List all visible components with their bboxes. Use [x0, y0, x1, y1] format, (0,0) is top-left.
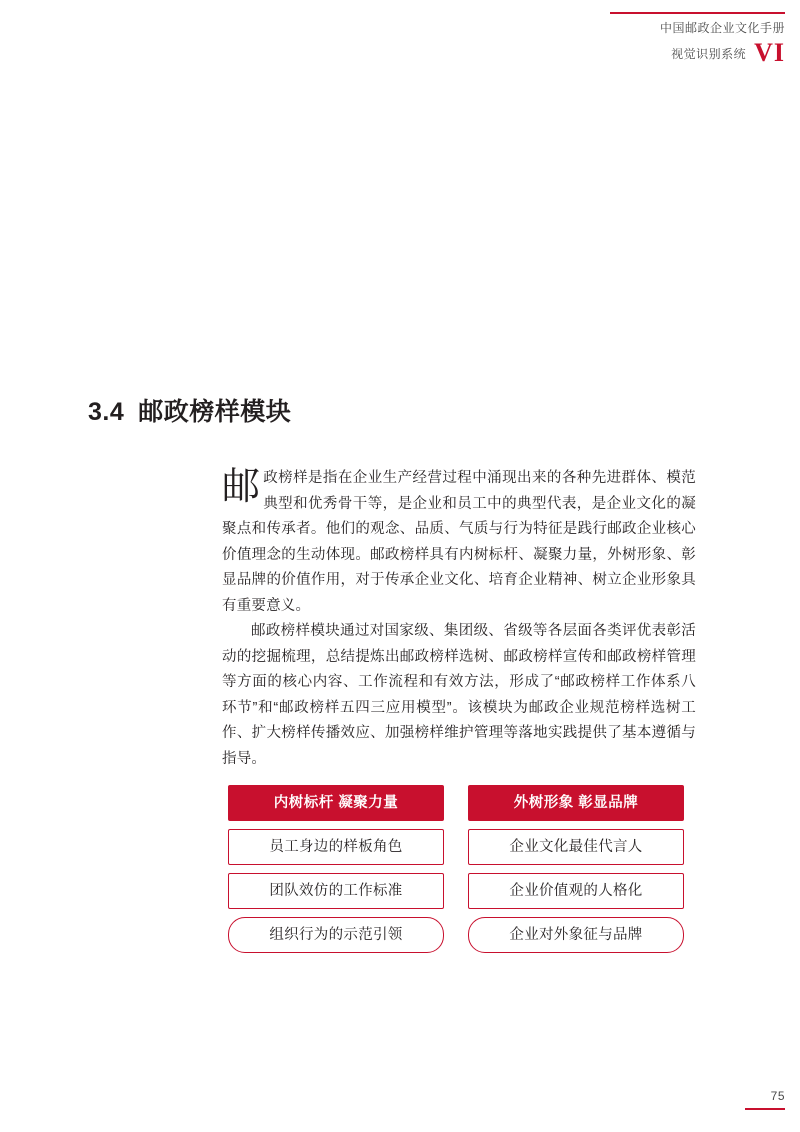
box-item: 企业价值观的人格化: [468, 873, 684, 909]
header-subtitle-row: [660, 40, 785, 66]
drop-cap: 邮: [222, 466, 261, 508]
box-item: 团队效仿的工作标准: [228, 873, 444, 909]
page-title: [88, 392, 291, 428]
page-header: [0, 0, 800, 90]
paragraph-1-text: 政榜样是指在企业生产经营过程中涌现出来的各种先进群体、模范典型和优秀骨干等，是企业和员工中的典型代表，是企业文化的凝聚点和传承者。他们的观念、品质、气质与行为特征是践行邮政企业核心价值理念的生动体现。邮政榜样具有内树标杆、凝聚力量，外树形象、彰显品牌的价值作用，对于传承企业文化、培育企业精神、树立企业形象具有重要意义。: [222, 470, 696, 614]
box-column-right: [468, 785, 684, 953]
section-title-text: 邮政榜样模块: [138, 398, 292, 426]
box-item: 组织行为的示范引领: [228, 917, 444, 953]
paragraph-2: 邮政榜样模块通过对国家级、集团级、省级等各层面各类评优表彰活动的挖掘梳理，总结提炼出邮政榜样选树、邮政榜样宣传和邮政榜样管理等方面的核心内容、工作流程和有效方法，形成了“邮政榜样工作体系八环节”和“邮政榜样五四三应用模型”。该模块为邮政企业规范榜样选树工作、扩大榜样传播效应、加强榜样维护管理等落地实践提供了基本遵循与指导。: [222, 623, 696, 767]
header-accent-rule: [610, 12, 785, 14]
box-item: 员工身边的样板角色: [228, 829, 444, 865]
page-footer: [745, 1089, 785, 1110]
box-item: 企业文化最佳代言人: [468, 829, 684, 865]
box-item: 企业对外象征与品牌: [468, 917, 684, 953]
model-boxes: [228, 785, 684, 953]
footer-accent-rule: [745, 1108, 785, 1110]
section-number: 3.4: [88, 398, 125, 426]
header-chapter-numeral: VI: [754, 38, 785, 67]
box-column-left: [228, 785, 444, 953]
page-number: 75: [770, 1089, 785, 1103]
header-text-block: [660, 18, 785, 66]
body-column: [222, 466, 696, 772]
header-section-name: 视觉识别系统: [671, 47, 747, 61]
box-header-left: 内树标杆 凝聚力量: [228, 785, 444, 821]
paragraph-1: [222, 466, 696, 619]
header-book-title: 中国邮政企业文化手册: [659, 21, 785, 35]
box-header-right: 外树形象 彰显品牌: [468, 785, 684, 821]
